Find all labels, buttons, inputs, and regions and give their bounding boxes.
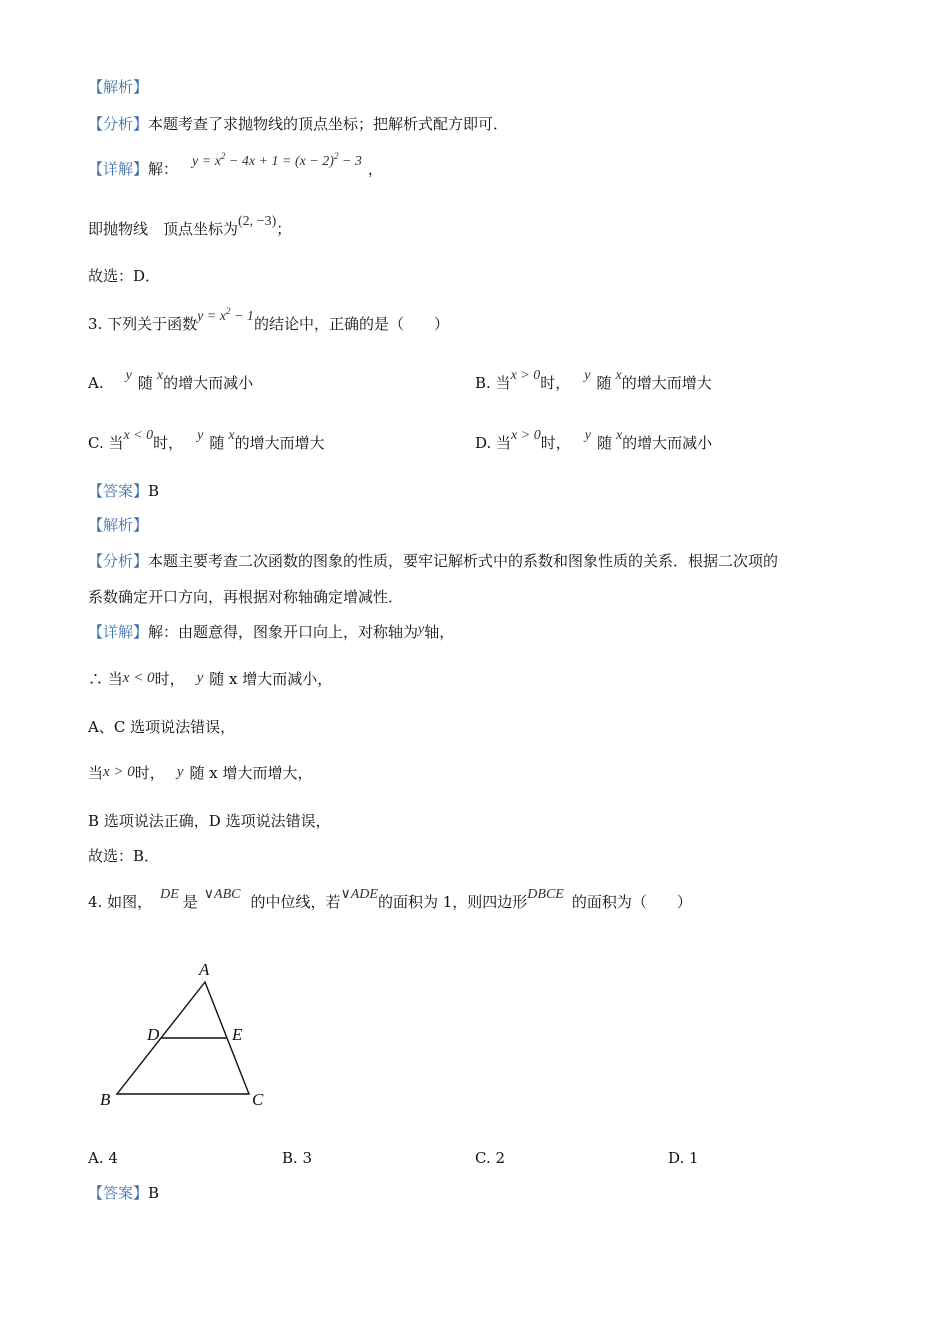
q4-mid: 的中位线，若 (250, 893, 341, 911)
label-d: D (147, 1025, 160, 1044)
q4-de: DE (160, 887, 179, 902)
q3-fenxi-text1: 本题主要考查二次函数的图象的性质，要牢记解析式中的系数和图象性质的关系．根据二次项的 (148, 552, 779, 570)
q3-line-b: A、C 选项说法错误， (88, 718, 236, 736)
q4-stem-pre: 4. 如图， (88, 893, 153, 911)
q2-vertex-pre: 即抛物线 顶点坐标为 (88, 220, 239, 238)
q4-area: 的面积为 1，则四边形 (377, 893, 528, 911)
label-c: C (252, 1090, 264, 1109)
q3-stem-post: 的结论中，正确的是（ ） (253, 315, 449, 333)
q3-stem (88, 306, 449, 334)
q4-answer: B (148, 1184, 160, 1202)
q4-option-a: A. 4 (88, 1149, 118, 1167)
q4-option-b: B. 3 (282, 1149, 313, 1167)
label-b: B (100, 1090, 111, 1109)
q3-xiangjie-line (88, 621, 454, 642)
q2-vertex-line (88, 214, 292, 239)
q3-xiangjie-y: y (418, 622, 425, 637)
q4-shi: 是 (182, 893, 198, 911)
q2-eq-comma: ， (367, 160, 383, 178)
q3-fenxi-line2: 系数确定开口方向，再根据对称轴确定增减性． (88, 588, 404, 606)
q2-jiexi-tag: 【解析】 (88, 78, 149, 96)
q2-fenxi-text: 本题考查了求抛物线的顶点坐标；把解析式配方即可． (148, 115, 509, 133)
label-a: A (199, 960, 210, 979)
q4-ade: ∨ADE (340, 887, 378, 902)
q3-line-a: ∴ 当x < 0时， y 随 x 增大而减小， (88, 670, 333, 688)
q3-jiexi-tag: 【解析】 (88, 516, 149, 534)
q3-fenxi-tag: 【分析】 (88, 552, 149, 570)
q3-xiangjie-post: 轴， (424, 623, 455, 641)
q2-fenxi-tag: 【分析】 (88, 115, 149, 133)
q3-line-d: B 选项说法正确，D 选项说法错误， (88, 812, 331, 830)
q3-answer: B (148, 482, 160, 500)
q2-equation: $y = x^2 - 4x + 1 = (x - 2)^2 - 3$ (192, 151, 362, 169)
q2-choice: 故选：D． (88, 267, 161, 285)
q3-answer-line (88, 480, 159, 501)
q2-vertex-value: (2, −3) (238, 214, 277, 229)
q4-dbce: DBCE (527, 887, 564, 902)
q2-xiangjie-text: 解： (148, 160, 179, 178)
q2-fenxi-line (88, 113, 508, 134)
q4-answer-line (88, 1182, 159, 1203)
label-e: E (232, 1025, 243, 1044)
q3-stem-pre: 3. 下列关于函数 (88, 315, 198, 333)
q3-xiangjie-text: 解：由题意得，图象开口向上，对称轴为 (148, 623, 419, 641)
q4-option-c: C. 2 (475, 1149, 506, 1167)
q3-line-c: 当x > 0时， y 随 x 增大而增大， (88, 764, 313, 782)
q3-option-b: B. 当x > 0时， y 随 x的增大而增大 (475, 368, 712, 392)
q4-stem-post: 的面积为（ ） (571, 893, 692, 911)
q2-vertex-post: ； (276, 220, 292, 238)
q2-xiangjie-line (88, 151, 383, 179)
q3-choice: 故选：B． (88, 847, 160, 865)
q3-option-a: A. y 随 x的增大而减小 (88, 368, 254, 392)
q3-option-d: D. 当x > 0时， y 随 x的增大而减小 (475, 428, 713, 452)
triangle-figure (95, 958, 275, 1118)
q3-option-c: C. 当x < 0时， y 随 x的增大而增大 (88, 428, 325, 452)
q4-stem (88, 887, 692, 912)
q2-xiangjie-tag: 【详解】 (88, 160, 149, 178)
q4-option-d: D. 1 (668, 1149, 699, 1167)
q3-xiangjie-tag: 【详解】 (88, 623, 149, 641)
q3-function: $y = x^2 - 1$ (197, 306, 254, 324)
q4-abc: ∨ABC (203, 887, 241, 902)
q4-answer-tag: 【答案】 (88, 1184, 149, 1202)
q3-fenxi-line1 (88, 550, 778, 571)
q3-answer-tag: 【答案】 (88, 482, 149, 500)
